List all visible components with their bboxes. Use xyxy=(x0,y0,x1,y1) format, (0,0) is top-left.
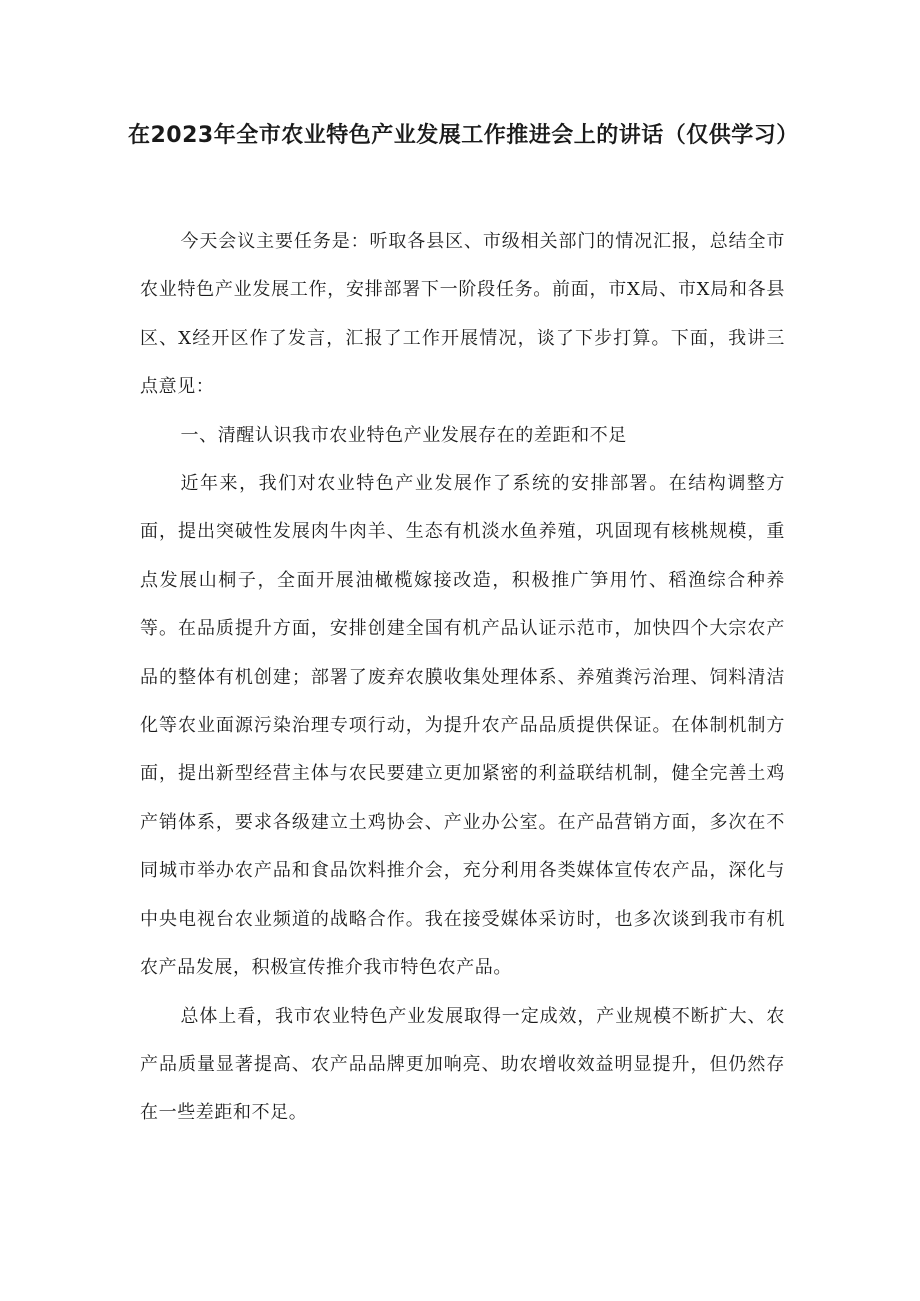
paragraph-achievements: 近年来，我们对农业特色产业发展作了系统的安排部署。在结构调整方面，提出突破性发展肉牛肉羊、生态有机淡水鱼养殖，巩固现有核桃规模，重点发展山桐子，全面开展油橄榄嫁接改造，积极推广笋用竹、稻渔综合种养等。在品质提升方面，安排创建全国有机产品认证示范市，加快四个大宗农产品的整体有机创建；部署了废弃农膜收集处理体系、养殖粪污治理、饲料清洁化等农业面源污染治理专项行动，为提升农产品品质提供保证。在体制机制方面，提出新型经营主体与农民要建立更加紧密的利益联结机制，健全完善土鸡产销体系，要求各级建立土鸡协会、产业办公室。在产品营销方面，多次在不同城市举办农产品和食品饮料推介会，充分利用各类媒体宣传农产品，深化与中央电视台农业频道的战略合作。我在接受媒体采访时，也多次谈到我市有机农产品发展，积极宣传推介我市特色农产品。 xyxy=(140,473,785,979)
document-body xyxy=(140,218,785,1138)
paragraph-summary: 总体上看，我市农业特色产业发展取得一定成效，产业规模不断扩大、农产品质量显著提高、农产品品牌更加响亮、助农增收效益明显提升，但仍然存在一些差距和不足。 xyxy=(140,1005,785,1124)
paragraph-intro: 今天会议主要任务是：听取各县区、市级相关部门的情况汇报，总结全市农业特色产业发展工作，安排部署下一阶段任务。前面，市X局、市X局和各县区、X经开区作了发言，汇报了工作开展情况，谈了下步打算。下面，我讲三点意见： xyxy=(140,231,785,398)
document-title: 在2023年全市农业特色产业发展工作推进会上的讲话（仅供学习） xyxy=(128,123,799,148)
section-heading-1: 一、清醒认识我市农业特色产业发展存在的差距和不足 xyxy=(180,424,627,446)
